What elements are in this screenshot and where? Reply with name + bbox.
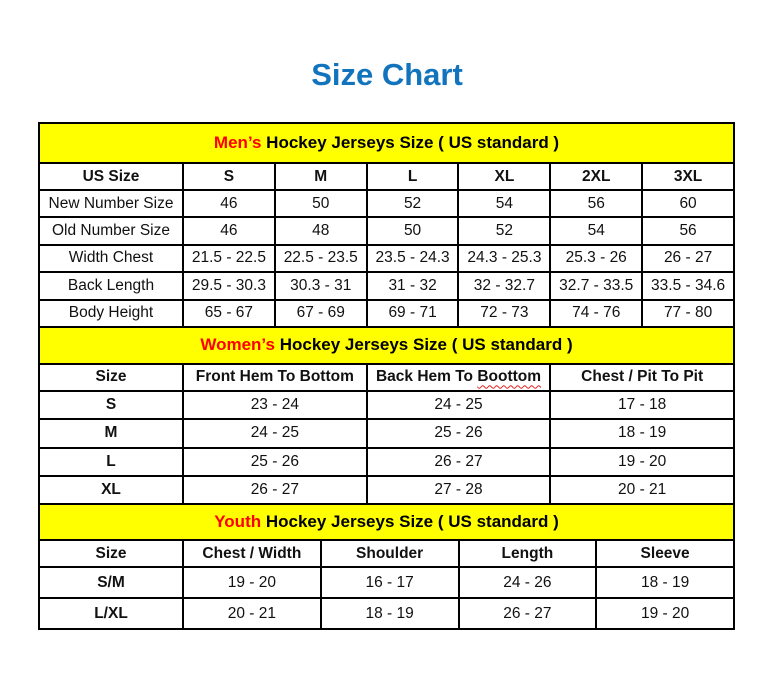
size-value-cell: 67 - 69 bbox=[275, 300, 367, 327]
row-label: XL bbox=[39, 476, 183, 504]
column-header: Chest / Width bbox=[183, 540, 321, 567]
size-value-cell: 46 bbox=[183, 190, 275, 217]
size-value-cell: 26 - 27 bbox=[642, 245, 734, 272]
size-value-cell: 23.5 - 24.3 bbox=[367, 245, 459, 272]
size-value-cell: 56 bbox=[642, 217, 734, 244]
size-value-cell: 26 - 27 bbox=[183, 476, 367, 504]
size-value-cell: 19 - 20 bbox=[183, 567, 321, 598]
size-value-cell: 48 bbox=[275, 217, 367, 244]
table-row bbox=[39, 567, 734, 598]
youth-size-table bbox=[38, 503, 735, 630]
size-value-cell: 24 - 25 bbox=[183, 419, 367, 447]
table-row bbox=[39, 190, 734, 217]
size-value-cell: 26 - 27 bbox=[367, 448, 551, 476]
size-value-cell: 46 bbox=[183, 217, 275, 244]
table-row bbox=[39, 272, 734, 299]
row-label: L bbox=[39, 448, 183, 476]
size-value-cell: 56 bbox=[550, 190, 642, 217]
section-title-womens bbox=[39, 327, 734, 364]
column-header: Length bbox=[459, 540, 597, 567]
column-header: M bbox=[275, 163, 367, 190]
column-header: 3XL bbox=[642, 163, 734, 190]
section-title-mens bbox=[39, 123, 734, 163]
column-header: Front Hem To Bottom bbox=[183, 364, 367, 391]
column-header: Shoulder bbox=[321, 540, 459, 567]
size-value-cell: 29.5 - 30.3 bbox=[183, 272, 275, 299]
row-label: M bbox=[39, 419, 183, 447]
size-value-cell: 18 - 19 bbox=[321, 598, 459, 629]
page-title: Size Chart bbox=[311, 57, 463, 92]
size-value-cell: 25 - 26 bbox=[367, 419, 551, 447]
table-row bbox=[39, 598, 734, 629]
row-label: L/XL bbox=[39, 598, 183, 629]
table-row bbox=[39, 391, 734, 419]
section-title-text: Hockey Jerseys Size ( US standard ) bbox=[261, 133, 560, 152]
size-value-cell: 20 - 21 bbox=[550, 476, 734, 504]
column-header: S bbox=[183, 163, 275, 190]
size-chart-sheet bbox=[38, 0, 736, 630]
row-label: Back Length bbox=[39, 272, 183, 299]
section-title-accent: Women’s bbox=[200, 335, 275, 355]
size-value-cell: 54 bbox=[550, 217, 642, 244]
womens-size-table bbox=[38, 326, 735, 505]
size-value-cell: 65 - 67 bbox=[183, 300, 275, 327]
size-value-cell: 18 - 19 bbox=[550, 419, 734, 447]
size-tables-container bbox=[38, 122, 736, 630]
row-label: New Number Size bbox=[39, 190, 183, 217]
row-label: Width Chest bbox=[39, 245, 183, 272]
size-value-cell: 52 bbox=[458, 217, 550, 244]
row-label: S bbox=[39, 391, 183, 419]
column-header: Size bbox=[39, 540, 183, 567]
column-header: Sleeve bbox=[596, 540, 734, 567]
size-value-cell: 50 bbox=[367, 217, 459, 244]
size-value-cell: 21.5 - 22.5 bbox=[183, 245, 275, 272]
size-value-cell: 23 - 24 bbox=[183, 391, 367, 419]
size-value-cell: 69 - 71 bbox=[367, 300, 459, 327]
size-value-cell: 31 - 32 bbox=[367, 272, 459, 299]
size-value-cell: 26 - 27 bbox=[459, 598, 597, 629]
size-value-cell: 60 bbox=[642, 190, 734, 217]
size-value-cell: 54 bbox=[458, 190, 550, 217]
size-value-cell: 25.3 - 26 bbox=[550, 245, 642, 272]
column-header: 2XL bbox=[550, 163, 642, 190]
column-header: Size bbox=[39, 364, 183, 391]
size-value-cell: 72 - 73 bbox=[458, 300, 550, 327]
table-row bbox=[39, 300, 734, 327]
size-value-cell: 50 bbox=[275, 190, 367, 217]
table-row bbox=[39, 448, 734, 476]
table-row bbox=[39, 419, 734, 447]
row-label: Body Height bbox=[39, 300, 183, 327]
column-header: Chest / Pit To Pit bbox=[550, 364, 734, 391]
size-value-cell: 20 - 21 bbox=[183, 598, 321, 629]
row-label: S/M bbox=[39, 567, 183, 598]
section-title-text: Hockey Jerseys Size ( US standard ) bbox=[261, 512, 559, 532]
table-row bbox=[39, 245, 734, 272]
column-header bbox=[367, 364, 551, 391]
size-value-cell: 52 bbox=[367, 190, 459, 217]
size-value-cell: 33.5 - 34.6 bbox=[642, 272, 734, 299]
size-value-cell: 17 - 18 bbox=[550, 391, 734, 419]
size-value-cell: 25 - 26 bbox=[183, 448, 367, 476]
column-header-text: Back Hem To bbox=[375, 368, 478, 386]
size-value-cell: 27 - 28 bbox=[367, 476, 551, 504]
size-value-cell: 24 - 26 bbox=[459, 567, 597, 598]
size-value-cell: 24 - 25 bbox=[367, 391, 551, 419]
size-value-cell: 22.5 - 23.5 bbox=[275, 245, 367, 272]
mens-size-table bbox=[38, 122, 735, 328]
size-value-cell: 18 - 19 bbox=[596, 567, 734, 598]
table-row bbox=[39, 217, 734, 244]
size-value-cell: 24.3 - 25.3 bbox=[458, 245, 550, 272]
size-value-cell: 77 - 80 bbox=[642, 300, 734, 327]
size-value-cell: 19 - 20 bbox=[550, 448, 734, 476]
size-value-cell: 74 - 76 bbox=[550, 300, 642, 327]
section-title-youth bbox=[39, 504, 734, 540]
column-header: US Size bbox=[39, 163, 183, 190]
row-label: Old Number Size bbox=[39, 217, 183, 244]
size-value-cell: 32.7 - 33.5 bbox=[550, 272, 642, 299]
column-header: XL bbox=[458, 163, 550, 190]
table-row bbox=[39, 476, 734, 504]
misspelled-word: Boottom bbox=[477, 368, 542, 386]
size-value-cell: 19 - 20 bbox=[596, 598, 734, 629]
size-value-cell: 16 - 17 bbox=[321, 567, 459, 598]
size-value-cell: 30.3 - 31 bbox=[275, 272, 367, 299]
section-title-accent: Youth bbox=[214, 512, 262, 532]
column-header: L bbox=[367, 163, 459, 190]
section-title-text: Hockey Jerseys Size ( US standard ) bbox=[274, 335, 573, 355]
section-title-accent: Men’s bbox=[213, 133, 262, 152]
size-value-cell: 32 - 32.7 bbox=[458, 272, 550, 299]
